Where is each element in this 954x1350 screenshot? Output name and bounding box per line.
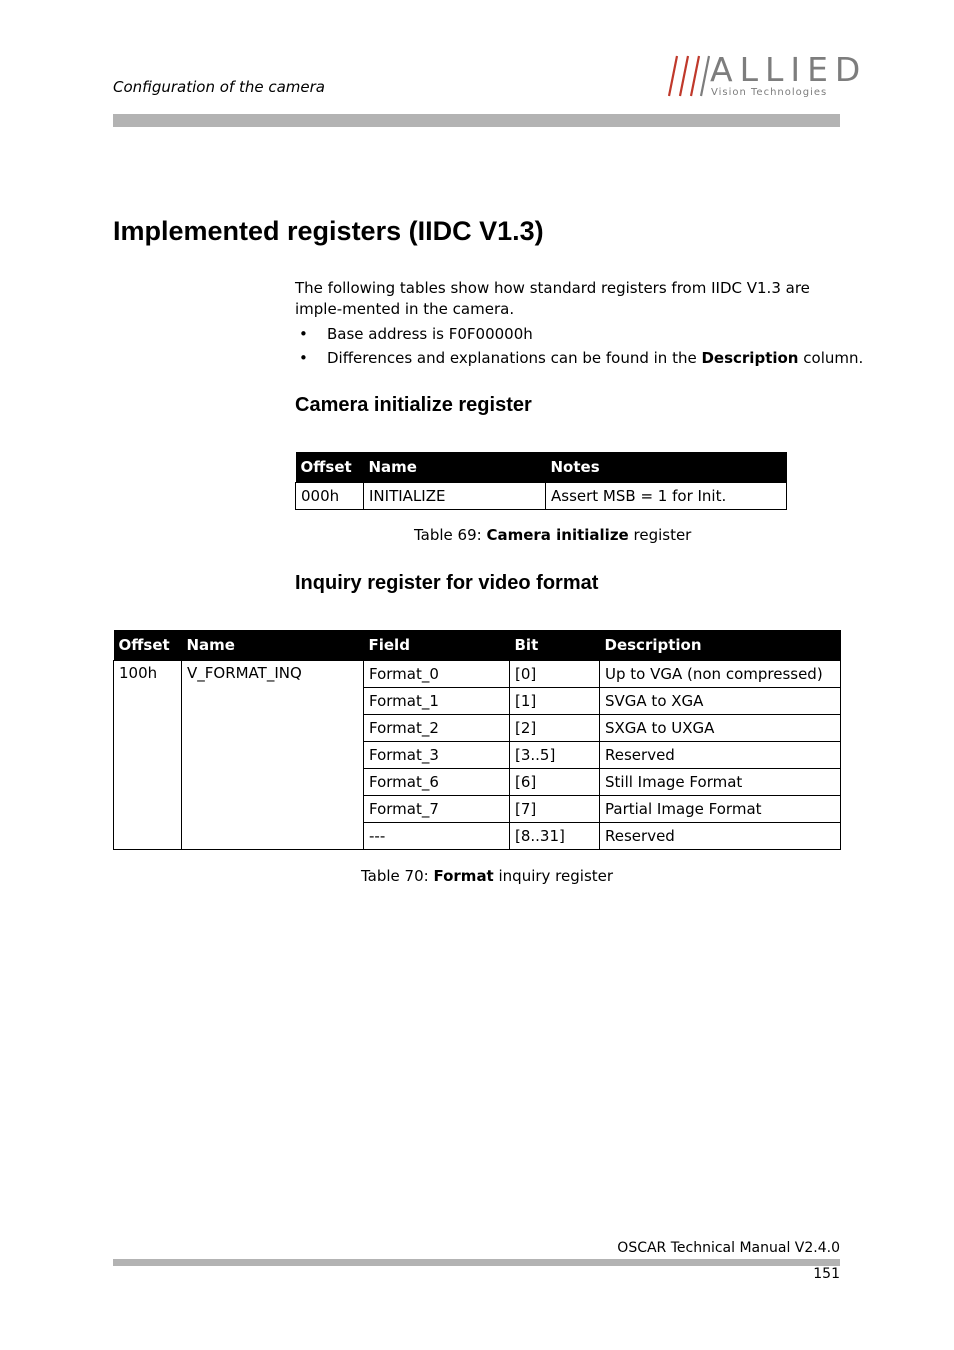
column-header: Notes <box>546 452 787 483</box>
logo-tagline: Vision Technologies <box>711 87 828 98</box>
table-cell: Up to VGA (non compressed) <box>600 661 841 688</box>
format-inquiry-table <box>113 630 841 850</box>
table-cell: [2] <box>510 715 600 742</box>
table-cell: SVGA to XGA <box>600 688 841 715</box>
table-cell: Still Image Format <box>600 769 841 796</box>
table-cell: 100h <box>114 661 182 850</box>
table-cell: SXGA to UXGA <box>600 715 841 742</box>
section-heading-camera-initialize: Camera initialize register <box>295 394 532 416</box>
table-cell: [7] <box>510 796 600 823</box>
list-item: • Differences and explanations can be found in the Description column. <box>299 346 863 370</box>
header-rule <box>113 114 840 127</box>
page-title: Implemented registers (IIDC V1.3) <box>113 216 544 246</box>
logo-slashes-icon <box>668 54 710 98</box>
table-cell: [0] <box>510 661 600 688</box>
table-cell: Reserved <box>600 742 841 769</box>
column-header: Bit <box>510 630 600 661</box>
table-cell: Format_3 <box>364 742 510 769</box>
footer-rule <box>113 1259 840 1266</box>
table-cell: Format_2 <box>364 715 510 742</box>
bullet-icon: • <box>299 349 308 367</box>
allied-logo <box>668 50 868 102</box>
table-cell: [1] <box>510 688 600 715</box>
table-cell: [6] <box>510 769 600 796</box>
table-cell: V_FORMAT_INQ <box>182 661 364 850</box>
camera-initialize-table <box>295 452 787 510</box>
table-cell: 000h <box>296 483 364 510</box>
footer-manual-title: OSCAR Technical Manual V2.4.0 <box>617 1240 840 1256</box>
table-cell: Assert MSB = 1 for Init. <box>546 483 787 510</box>
table-cell: Partial Image Format <box>600 796 841 823</box>
table-cell: Format_1 <box>364 688 510 715</box>
logo-wordmark: ALLIED <box>710 50 868 89</box>
table-row <box>114 661 841 688</box>
table-row <box>296 483 787 510</box>
column-header: Description <box>600 630 841 661</box>
table-caption-69: Table 69: Camera initialize register <box>414 526 692 544</box>
table-header-row <box>114 630 841 661</box>
table-cell: Format_6 <box>364 769 510 796</box>
column-header: Field <box>364 630 510 661</box>
table-cell: [3..5] <box>510 742 600 769</box>
column-header: Offset <box>296 452 364 483</box>
section-heading-inquiry-register: Inquiry register for video format <box>295 572 599 594</box>
table-cell: [8..31] <box>510 823 600 850</box>
table-cell: Format_7 <box>364 796 510 823</box>
intro-paragraph: The following tables show how standard registers from IIDC V1.3 are imple-mented in the camera. <box>295 279 810 318</box>
table-cell: INITIALIZE <box>364 483 546 510</box>
table-cell: --- <box>364 823 510 850</box>
table-cell: Reserved <box>600 823 841 850</box>
running-header: Configuration of the camera <box>113 78 325 96</box>
bullet-icon: • <box>299 325 308 343</box>
bullet-list <box>299 322 863 370</box>
table-header-row <box>296 452 787 483</box>
list-item: • Base address is F0F00000h <box>299 322 863 346</box>
column-header: Offset <box>114 630 182 661</box>
table-caption-70: Table 70: Format inquiry register <box>361 867 614 885</box>
page-number: 151 <box>813 1266 840 1282</box>
column-header: Name <box>364 452 546 483</box>
table-cell: Format_0 <box>364 661 510 688</box>
column-header: Name <box>182 630 364 661</box>
